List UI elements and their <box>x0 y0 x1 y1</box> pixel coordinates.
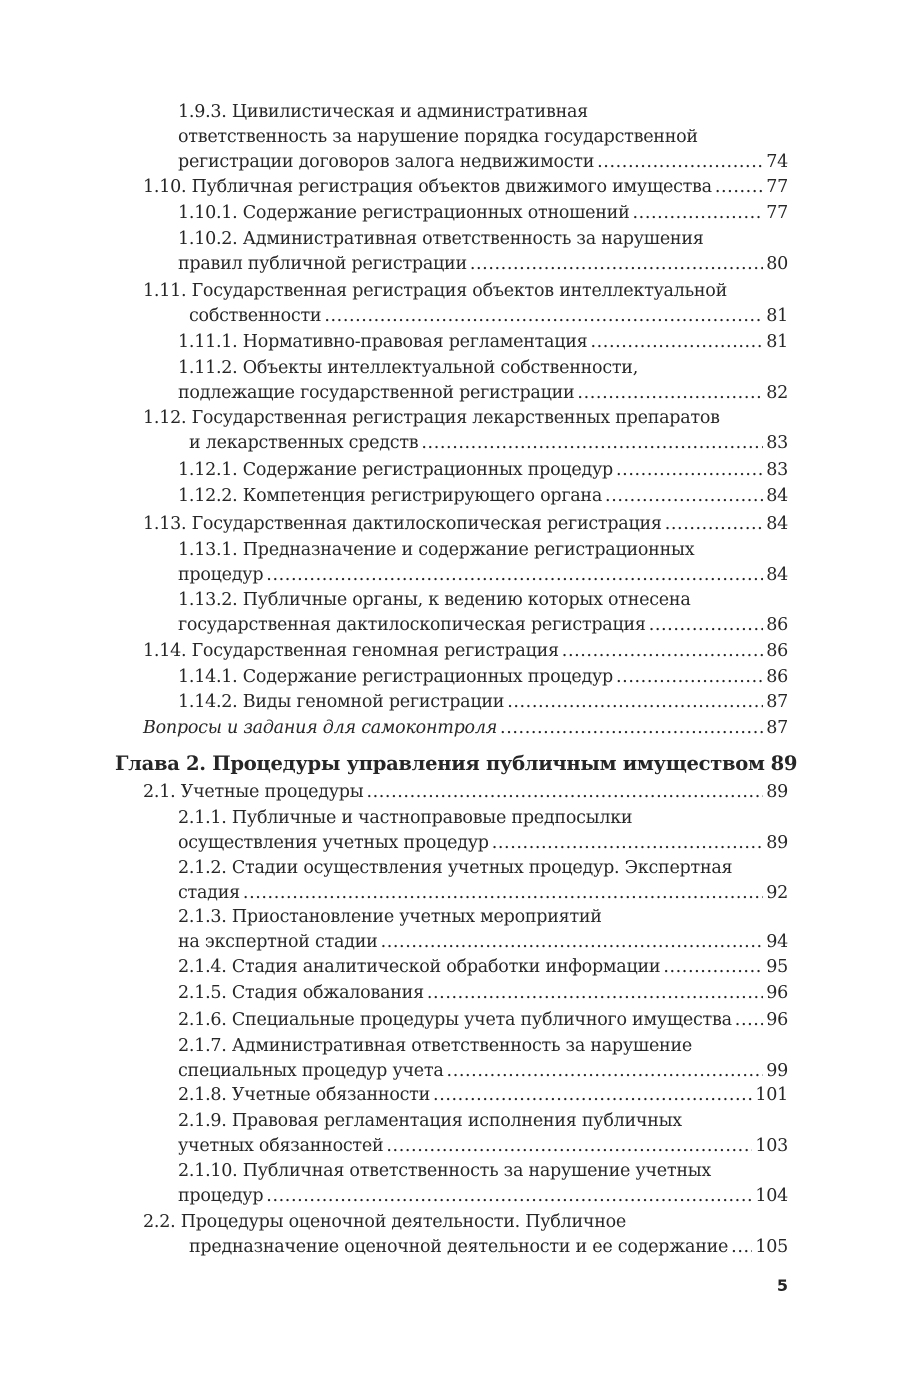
toc-entry-text: 1.13.1. Предназначение и содержание регистрационных <box>178 540 695 560</box>
dot-leader <box>649 613 764 638</box>
toc-entry <box>178 201 788 226</box>
toc-entry-text: 1.14.1. Содержание регистрационных процедур <box>178 667 614 687</box>
toc-page-number: 95 <box>766 957 788 977</box>
toc-page-number: 96 <box>766 1010 788 1030</box>
dot-leader <box>447 1059 764 1084</box>
toc-entry-text: специальных процедур учета <box>178 1061 444 1081</box>
toc-entry <box>178 955 788 980</box>
toc-entry-text: 1.13.2. Публичные органы, к ведению которых отнесена <box>178 590 691 610</box>
dot-leader <box>421 431 763 456</box>
dot-leader <box>243 881 763 906</box>
toc-page-number: 87 <box>766 718 788 738</box>
toc-page-number: 86 <box>766 641 788 661</box>
toc-page-number: 84 <box>766 486 788 506</box>
dot-leader <box>715 175 763 200</box>
toc-entry <box>143 716 788 741</box>
toc-entry-text: учетных обязанностей <box>178 1136 384 1156</box>
toc-entry-text: на экспертной стадии <box>178 932 378 952</box>
toc-entry-text: предназначение оценочной деятельности и ее содержание <box>189 1237 729 1257</box>
toc-page-number: 82 <box>766 383 788 403</box>
dot-leader <box>735 1008 763 1033</box>
toc-page-number: 77 <box>766 177 788 197</box>
toc-page-number: 89 <box>766 833 788 853</box>
toc-entry-text: осуществления учетных процедур <box>178 833 489 853</box>
dot-leader <box>470 252 763 277</box>
dot-leader <box>562 639 763 664</box>
toc-page-number: 101 <box>755 1085 788 1105</box>
toc-page-number: 87 <box>766 692 788 712</box>
page-number: 5 <box>776 1276 788 1295</box>
toc-entry-text: 2.2. Процедуры оценочной деятельности. Публичное <box>143 1212 626 1232</box>
dot-leader <box>266 1184 752 1209</box>
toc-entry-text: процедур <box>178 565 264 585</box>
toc-entry <box>143 780 788 805</box>
toc-page-number: 83 <box>766 460 788 480</box>
toc-entry-text: 1.9.3. Цивилистическая и административная <box>178 102 588 122</box>
toc-entry <box>143 406 788 456</box>
toc-entry-text: 1.11.2. Объекты интеллектуальной собственности, <box>178 358 639 378</box>
toc-page-number: 94 <box>766 932 788 952</box>
toc-page-number: 92 <box>766 883 788 903</box>
toc-page-number: 105 <box>755 1237 788 1257</box>
toc-entry-text: 2.1.3. Приостановление учетных мероприятий <box>178 907 602 927</box>
toc-page-number: 74 <box>766 152 788 172</box>
toc-page-number: 83 <box>766 433 788 453</box>
toc-entry-text: ответственность за нарушение порядка государственной <box>178 127 698 147</box>
toc-entry <box>178 588 788 638</box>
toc-entry-text: 2.1.5. Стадия обжалования <box>178 983 424 1003</box>
dot-leader <box>324 304 763 329</box>
toc-chapter-heading <box>115 750 798 778</box>
toc-page-number: 84 <box>766 514 788 534</box>
toc-entry-text: 2.1. Учетные процедуры <box>143 782 364 802</box>
dot-leader <box>616 665 763 690</box>
toc-page-number: 104 <box>755 1186 788 1206</box>
toc-entry <box>178 1159 788 1209</box>
toc-entry-text: 2.1.9. Правовая регламентация исполнения публичных <box>178 1111 682 1131</box>
dot-leader <box>266 563 763 588</box>
toc-entry-text: государственная дактилоскопическая регистрация <box>178 615 646 635</box>
toc-entry <box>178 100 788 175</box>
toc-entry <box>178 1034 788 1084</box>
toc-entry <box>143 279 788 329</box>
toc-entry <box>178 1083 788 1108</box>
toc-entry <box>178 538 788 588</box>
dot-leader <box>590 330 763 355</box>
toc-entry <box>178 665 788 690</box>
toc-entry-text: подлежащие государственной регистрации <box>178 383 575 403</box>
dot-leader <box>433 1083 752 1108</box>
toc-entry <box>143 639 788 664</box>
toc-entry-text: 1.11. Государственная регистрация объектов интеллектуальной <box>143 281 728 301</box>
toc-entry <box>143 1210 788 1260</box>
dot-leader <box>507 690 763 715</box>
toc-entry-text: 2.1.6. Специальные процедуры учета публичного имущества <box>178 1010 732 1030</box>
dot-leader <box>663 955 763 980</box>
toc-entry <box>178 356 788 406</box>
toc-entry-text: 1.13. Государственная дактилоскопическая регистрация <box>143 514 662 534</box>
dot-leader <box>366 780 763 805</box>
toc-page-number: 89 <box>766 782 788 802</box>
toc-entry-text: правил публичной регистрации <box>178 254 467 274</box>
toc-page-number: 103 <box>755 1136 788 1156</box>
toc-entry-text: 2.1.2. Стадии осуществления учетных процедур. Экспертная <box>178 858 733 878</box>
toc-page-number: 96 <box>766 983 788 1003</box>
dot-leader <box>605 484 763 509</box>
toc-entry-text: 2.1.1. Публичные и частноправовые предпосылки <box>178 808 633 828</box>
toc-entry <box>178 981 788 1006</box>
dot-leader <box>427 981 763 1006</box>
dot-leader <box>492 831 764 856</box>
dot-leader <box>381 930 764 955</box>
toc-entry <box>178 905 788 955</box>
toc-entry-text: 1.12. Государственная регистрация лекарственных препаратов <box>143 408 720 428</box>
dot-leader <box>633 201 764 226</box>
toc-page-number: 99 <box>766 1061 788 1081</box>
toc-entry-text: 1.12.1. Содержание регистрационных процедур <box>178 460 614 480</box>
toc-entry-text: 1.14. Государственная геномная регистрация <box>143 641 559 661</box>
toc-page-number: 81 <box>766 332 788 352</box>
toc-entry-text: 1.11.1. Нормативно-правовая регламентация <box>178 332 588 352</box>
dot-leader <box>616 458 763 483</box>
toc-entry <box>178 856 788 906</box>
toc-entry <box>178 227 788 277</box>
toc-entry <box>143 175 788 200</box>
toc-entry-text: 2.1.8. Учетные обязанности <box>178 1085 431 1105</box>
toc-entry-text: процедур <box>178 1186 264 1206</box>
toc-entry-text: 1.12.2. Компетенция регистрирующего органа <box>178 486 603 506</box>
toc-entry <box>178 484 788 509</box>
toc-entry-text: 2.1.7. Административная ответственность за нарушение <box>178 1036 692 1056</box>
dot-leader <box>731 1235 752 1260</box>
toc-page-number: 77 <box>766 203 788 223</box>
toc-page-number: 84 <box>766 565 788 585</box>
toc-entry <box>143 512 788 537</box>
dot-leader <box>577 381 763 406</box>
toc-page-number: 86 <box>766 667 788 687</box>
toc-entry-text: стадия <box>178 883 240 903</box>
toc-entry <box>178 1008 788 1033</box>
dot-leader <box>386 1134 752 1159</box>
toc-page-number: 81 <box>766 306 788 326</box>
toc-entry-text: 1.10. Публичная регистрация объектов движимого имущества <box>143 177 712 197</box>
toc-entry-text: собственности <box>189 306 322 326</box>
toc-entry-text: 2.1.4. Стадия аналитической обработки информации <box>178 957 661 977</box>
toc-entry-text: и лекарственных средств <box>189 433 419 453</box>
toc-page-number: 86 <box>766 615 788 635</box>
toc-entry <box>178 690 788 715</box>
dot-leader <box>500 716 763 741</box>
toc-entry-text: 1.10.1. Содержание регистрационных отношений <box>178 203 630 223</box>
toc-entry <box>178 458 788 483</box>
toc-page-number: 89 <box>770 752 798 775</box>
toc-entry <box>178 806 788 856</box>
dot-leader <box>665 512 764 537</box>
dot-leader <box>597 150 763 175</box>
toc-entry-text: регистрации договоров залога недвижимости <box>178 152 595 172</box>
toc-entry-text: 2.1.10. Публичная ответственность за нарушение учетных <box>178 1161 712 1181</box>
toc-entry-text: Вопросы и задания для самоконтроля <box>143 718 498 738</box>
toc-entry-text: 1.10.2. Административная ответственность за нарушения <box>178 229 704 249</box>
toc-entry-text: 1.14.2. Виды геномной регистрации <box>178 692 505 712</box>
toc-page-number: 80 <box>766 254 788 274</box>
toc-chapter-title: Глава 2. Процедуры управления публичным имуществом <box>115 752 765 775</box>
toc-entry <box>178 330 788 355</box>
toc-entry <box>178 1109 788 1159</box>
